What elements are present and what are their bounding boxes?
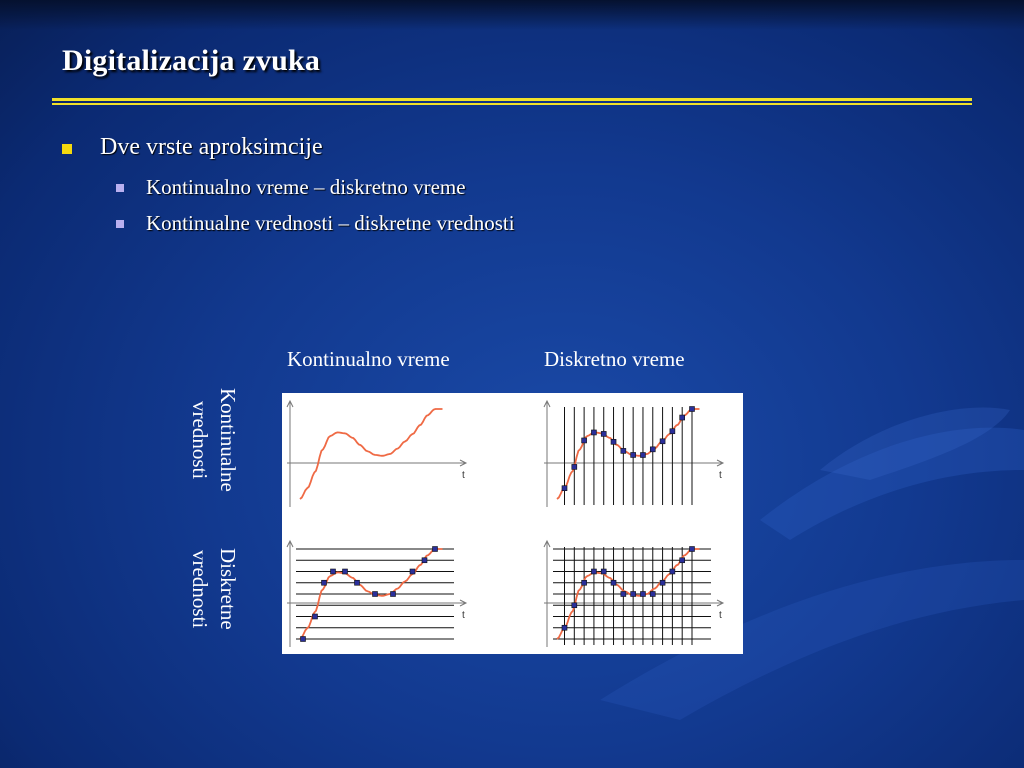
sample-point bbox=[631, 452, 636, 457]
column-header-discrete-time: Diskretno vreme bbox=[544, 347, 685, 371]
sample-point bbox=[670, 569, 675, 574]
sample-point bbox=[301, 637, 306, 642]
signal-curve bbox=[557, 409, 700, 499]
sample-point bbox=[410, 569, 415, 574]
sample-point bbox=[690, 547, 695, 552]
sampling-diagram bbox=[282, 393, 743, 654]
sample-point bbox=[582, 580, 587, 585]
sample-point bbox=[601, 569, 606, 574]
sample-point bbox=[422, 558, 427, 563]
sample-point bbox=[322, 580, 327, 585]
sampling-figure bbox=[282, 393, 743, 654]
sample-point bbox=[660, 439, 665, 444]
sample-point bbox=[680, 558, 685, 563]
sample-point bbox=[640, 453, 645, 458]
sample-point bbox=[582, 438, 587, 443]
bullet-square-icon bbox=[116, 220, 124, 228]
sample-point bbox=[650, 447, 655, 452]
title-underline-thin bbox=[52, 103, 972, 105]
row-label-line: Diskretne bbox=[216, 548, 240, 630]
sample-point bbox=[611, 439, 616, 444]
row-label-continuous-values bbox=[186, 388, 242, 492]
row-label-line: vrednosti bbox=[188, 549, 212, 628]
bullet-text: Dve vrste aproksimcije bbox=[100, 134, 323, 160]
sample-point bbox=[572, 603, 577, 608]
sample-point bbox=[611, 580, 616, 585]
sample-point bbox=[313, 614, 318, 619]
slide-title: Digitalizacija zvuka bbox=[62, 44, 321, 77]
sample-point bbox=[355, 580, 360, 585]
sample-point bbox=[631, 592, 636, 597]
bullet-square-icon bbox=[62, 144, 72, 154]
bullet-text: Kontinualne vrednosti – diskretne vrednosti bbox=[146, 211, 515, 235]
bullet-text: Kontinualno vreme – diskretno vreme bbox=[146, 175, 466, 199]
sample-point bbox=[601, 431, 606, 436]
sample-point bbox=[680, 415, 685, 420]
sample-point bbox=[621, 448, 626, 453]
sample-point bbox=[591, 430, 596, 435]
row-label-discrete-values bbox=[186, 548, 242, 630]
row-label-line: vrednosti bbox=[188, 400, 212, 479]
sample-point bbox=[591, 569, 596, 574]
sample-point bbox=[331, 569, 336, 574]
t-axis-label: t bbox=[462, 470, 465, 481]
sample-point bbox=[391, 592, 396, 597]
sample-point bbox=[433, 547, 438, 552]
bullet-square-icon bbox=[116, 184, 124, 192]
sample-point bbox=[562, 486, 567, 491]
sample-point bbox=[650, 592, 655, 597]
t-axis-label: t bbox=[719, 610, 722, 621]
t-axis-label: t bbox=[719, 470, 722, 481]
sample-point bbox=[660, 580, 665, 585]
sample-point bbox=[343, 569, 348, 574]
sample-point bbox=[373, 592, 378, 597]
column-header-continuous-time: Kontinualno vreme bbox=[287, 347, 450, 371]
sample-point bbox=[621, 592, 626, 597]
sample-point bbox=[670, 429, 675, 434]
sample-point bbox=[690, 407, 695, 412]
signal-curve bbox=[300, 409, 443, 499]
row-label-line: Kontinualne bbox=[216, 388, 240, 492]
title-underline bbox=[52, 98, 972, 101]
sample-point bbox=[640, 592, 645, 597]
sample-point bbox=[572, 464, 577, 469]
sample-point bbox=[562, 625, 567, 630]
t-axis-label: t bbox=[462, 610, 465, 621]
